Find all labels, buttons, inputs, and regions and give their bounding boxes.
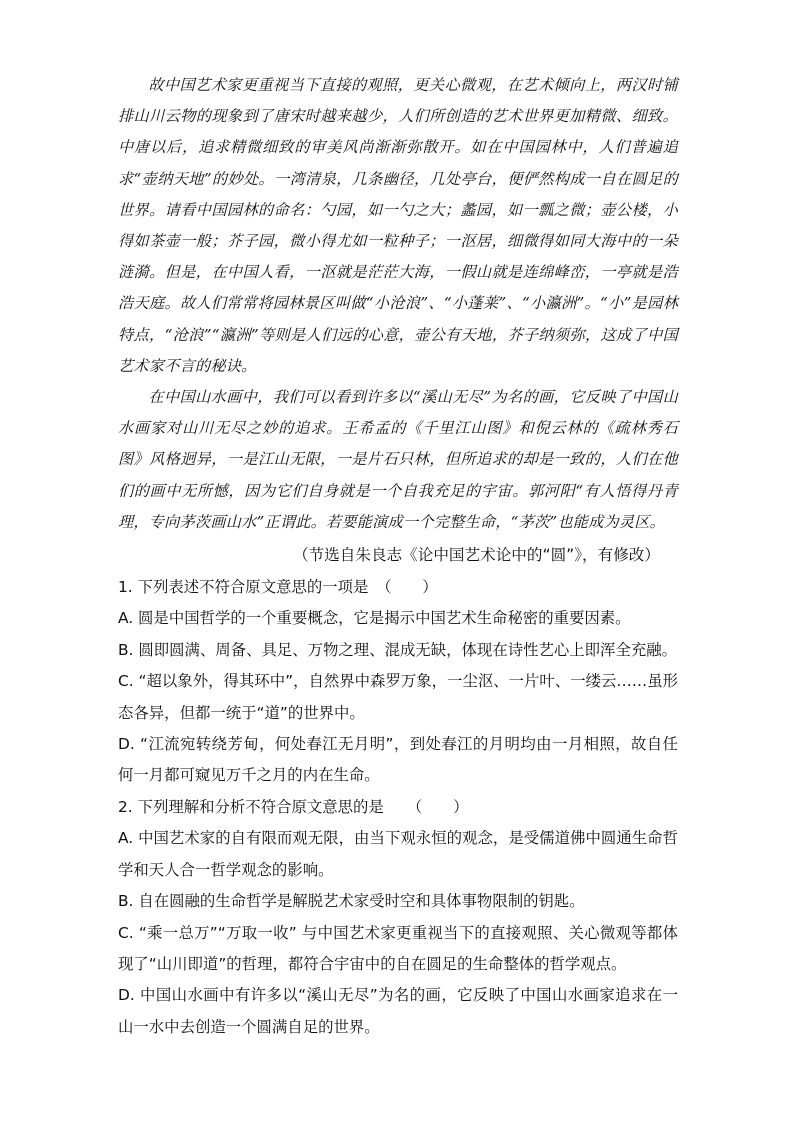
question-1-stem: 1. 下列表述不符合原文意思的一项是 （ ） xyxy=(118,578,438,597)
question-2-stem: 2. 下列理解和分析不符合原文意思的是 （ ） xyxy=(118,797,469,816)
passage-source: （节选自朱良志《论中国艺术论中的“圆”》，有修改） xyxy=(292,546,660,565)
reading-passage xyxy=(118,70,678,538)
question-1-option-b: B. 圆即圆满、周备、具足、万物之理、混成无缺，体现在诗性艺心上即浑全充融。 xyxy=(118,640,678,659)
question-2-option-b: B. 自在圆融的生命哲学是解脱艺术家受时空和具体事物限制的钥匙。 xyxy=(118,892,585,911)
question-1-option-d: D. “江流宛转绕芳甸，何处春江无月明”，到处春江的月明均由一月相照，故自任何一月都可窥见万千之月的内在生命。 xyxy=(118,735,678,785)
question-2-option-c: C. “乘一总万”“万取一收” 与中国艺术家更重视当下的直接观照、关心微观等都体现了“山川即道”的哲理，都符合宇宙中的自在圆足的生命整体的哲学观点。 xyxy=(118,923,678,973)
page-content xyxy=(118,70,678,1043)
passage-paragraph-2: 在中国山水画中，我们可以看到许多以“溪山无尽”为名的画，它反映了中国山水画家对山川无尽之妙的追求。王希孟的《千里江山图》和倪云林的《疏林秀石图》风格迥异，一是江山无限，一是片石只林，但所追求的却是一致的，人们在他们的画中无所憾，因为它们自身就是一个自我充足的宇宙。郭河阳“有人悟得丹青理，专向茅茨画山水”正谓此。若要能演成一个完整生命，“茅茨”也能成为灵区。 xyxy=(118,388,678,531)
question-1-option-a: A. 圆是中国哲学的一个重要概念，它是揭示中国艺术生命秘密的重要因素。 xyxy=(118,609,631,628)
passage-paragraph-1: 故中国艺术家更重视当下直接的观照，更关心微观，在艺术倾向上，两汉时铺排山川云物的现象到了唐宋时越来越少，人们所创造的艺术世界更加精微、细致。中唐以后，追求精微细致的审美风尚渐渐弥散开。如在中国园林中，人们普遍追求“壶纳天地”的妙处。一湾清泉，几条幽径，几处亭台，便俨然构成一自在圆足的世界。请看中国园林的命名：勺园，如一勺之大；蠡园，如一瓢之微；壶公楼，小得如茶壶一般；芥子园，微小得尤如一粒种子；一沤居，细微得如同大海中的一朵涟漪。但是，在中国人看，一沤就是茫茫大海，一假山就是连绵峰峦，一亭就是浩浩天庭。故人们常常将园林景区叫做“小沧浪”、“小蓬莱”、“小瀛洲”。“小”是园林特点，“沧浪”“瀛洲”等则是人们远的心意，壶公有天地，芥子纳须弥，这成了中国艺术家不言的秘诀。 xyxy=(118,76,678,375)
question-1 xyxy=(118,572,678,792)
question-2 xyxy=(118,792,678,1043)
question-2-option-a: A. 中国艺术家的自有限而观无限，由当下观永恒的观念，是受儒道佛中圆通生命哲学和天人合一哲学观念的影响。 xyxy=(118,829,678,879)
question-1-option-c: C. “超以象外，得其环中”，自然界中森罗万象，一尘沤、一片叶、一缕云……虽形态各异，但都一统于“道”的世界中。 xyxy=(118,672,678,722)
question-2-option-d: D. 中国山水画中有许多以“溪山无尽”为名的画，它反映了中国山水画家追求在一山一水中去创造一个圆满自足的世界。 xyxy=(118,986,678,1036)
